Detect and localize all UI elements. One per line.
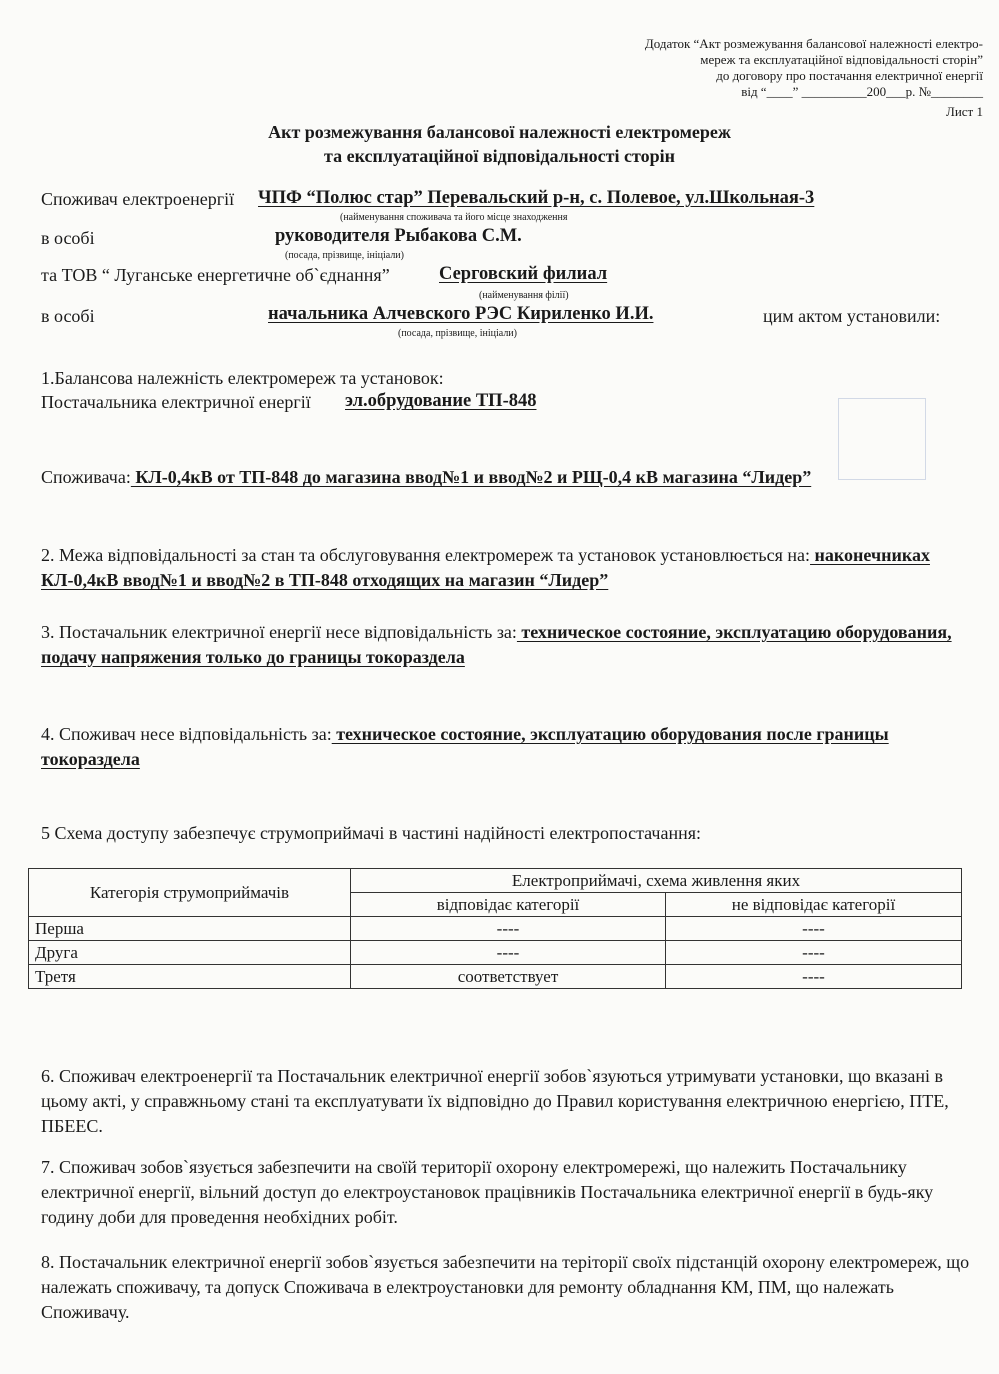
table-row	[29, 917, 962, 941]
row-match: соответствует	[351, 965, 666, 989]
section-7-text: 7. Споживач зобов`язується забезпечити на своїй території охорону електромережі, що належить Постачальнику електричної енергії, вільний доступ до електроустановок працівників Постачальника електричної енергії в будь-яку годину доби для проведення необхідних робіт.	[41, 1157, 934, 1227]
supplier-value: Серговский филиал	[439, 264, 608, 284]
reliability-category-table	[28, 868, 962, 989]
representative-1-label: в особі	[41, 228, 95, 248]
supplier-label: та ТОВ “ Луганське енергетичне об`єднання”	[41, 265, 390, 285]
section-4-text: 4. Споживач несе відповідальність за:	[41, 724, 332, 744]
row-category: Друга	[29, 941, 351, 965]
supplier-hint: (найменування філії)	[479, 290, 569, 301]
section-3-text: 3. Постачальник електричної енергії несе відповідальність за:	[41, 622, 517, 642]
consumer-value: ЧПФ “Полюс стар” Перевальский р-н, с. Полевое, ул.Школьная-3	[258, 188, 815, 208]
section-2-value: наконечниках КЛ-0,4кВ ввод№1 и ввод№2 в ТП-848 отходящих на магазин “Лидер”	[41, 545, 930, 590]
established-text: цим актом установили:	[763, 306, 941, 326]
table-row	[29, 965, 962, 989]
consumer-label: Споживач електроенергії	[41, 189, 235, 209]
section-8-text: 8. Постачальник електричної енергії зобов`язується забезпечити на теріторії своїх підстанцій охорону електромереж, що належать споживачу, та допуск Споживача в електроустановки для ремонту обладнання КМ, ПМ, що належать Споживачу.	[41, 1252, 970, 1322]
section-1-supplier-value: эл.обрудование ТП-848	[345, 391, 537, 411]
section-3	[41, 620, 969, 670]
representative-2-label: в особі	[41, 306, 95, 326]
row-match: ----	[351, 917, 666, 941]
annex-line-1: Додаток “Акт розмежування балансової належності електро-	[644, 36, 983, 51]
consumer-hint: (найменування споживача та його місце знаходження	[340, 212, 568, 223]
sheet-number: Лист 1	[946, 104, 983, 119]
section-4	[41, 722, 969, 772]
section-6-text: 6. Споживач електроенергії та Постачальник електричної енергії зобов`язуються утримувати установки, що вказані в цьому акті, у справжньому стані та експлуатувати їх відповідно до Правил користування електричною енергією, ПТЕ, ПБЕЕС.	[41, 1066, 949, 1136]
column-header-nomatch: не відповідає категорії	[666, 893, 962, 917]
document-title-line-2: та експлуатаційної відповідальності сторін	[324, 146, 675, 166]
section-1-supplier-label: Постачальника електричної енергії	[41, 392, 311, 412]
representative-1-hint: (посада, прізвище, ініціали)	[285, 250, 404, 261]
section-1-heading: 1.Балансова належність електромереж та установок:	[41, 368, 444, 388]
column-header-group: Електроприймачі, схема живлення яких	[351, 869, 962, 893]
section-1-consumer-value: КЛ-0,4кВ от ТП-848 до магазина ввод№1 и ввод№2 и РЩ-0,4 кВ магазина “Лидер”	[130, 467, 812, 487]
annex-line-2: мереж та експлуатаційної відповідальності сторін”	[700, 52, 983, 67]
column-header-match: відповідає категорії	[351, 893, 666, 917]
section-4-value: техническое состояние, эксплуатацию оборудования после границы токораздела	[41, 724, 889, 769]
annex-line-4: від “____” __________200___р. №________	[741, 84, 983, 99]
representative-2-hint: (посада, прізвище, ініціали)	[398, 328, 517, 339]
representative-1-value: руководителя Рыбакова С.М.	[275, 226, 522, 246]
row-nomatch: ----	[666, 941, 962, 965]
row-category: Третя	[29, 965, 351, 989]
row-match: ----	[351, 941, 666, 965]
section-1-consumer	[41, 465, 921, 490]
row-category: Перша	[29, 917, 351, 941]
representative-2-value: начальника Алчевского РЭС Кириленко И.И.	[268, 304, 654, 324]
section-2-text: 2. Межа відповідальності за стан та обслуговування електромереж та установок установлюється на:	[41, 545, 811, 565]
section-5-text: 5 Схема доступу забезпечує струмоприймачі в частині надійності електропостачання:	[41, 823, 702, 843]
document-title-line-1: Акт розмежування балансової належності електромереж	[268, 122, 731, 142]
section-2	[41, 543, 966, 593]
row-nomatch: ----	[666, 965, 962, 989]
section-1-consumer-label: Споживача:	[41, 467, 131, 487]
column-header-category: Категорія струмоприймачів	[29, 869, 351, 917]
table-row	[29, 941, 962, 965]
row-nomatch: ----	[666, 917, 962, 941]
annex-line-3: до договору про постачання електричної енергії	[716, 68, 983, 83]
section-3-value: техническое состояние, эксплуатацию оборудования, подачу напряжения только до границы токораздела	[41, 622, 952, 667]
